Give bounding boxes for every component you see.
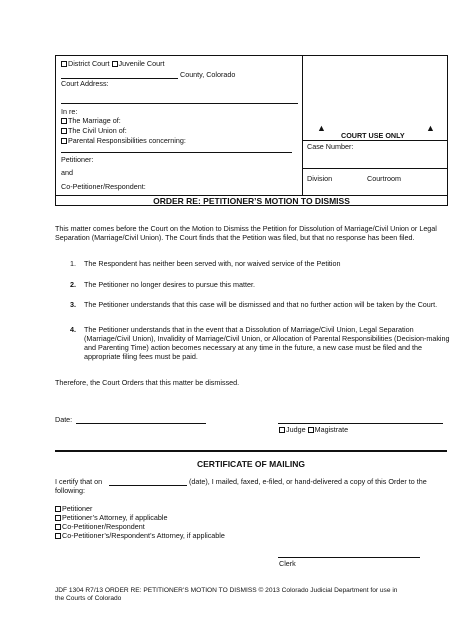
civil-union-row bbox=[61, 126, 127, 135]
finding-2-number: 2. bbox=[70, 280, 76, 289]
marriage-row bbox=[61, 116, 121, 125]
court-use-line bbox=[302, 140, 448, 141]
certify-date-line[interactable] bbox=[109, 485, 187, 486]
certify-suffix: (date), I mailed, faxed, e-filed, or hand-delivered a copy of this Order to the bbox=[189, 477, 427, 486]
recipient-co-petitioner-checkbox[interactable] bbox=[55, 524, 61, 530]
recipient-petitioner-row bbox=[55, 504, 92, 513]
finding-1-number: 1. bbox=[70, 259, 76, 268]
court-type-row bbox=[61, 59, 165, 68]
finding-4-number: 4. bbox=[70, 325, 76, 334]
footer-line-1: JDF 1304 R7/13 ORDER RE: PETITIONER’S MOTION TO DISMISS © 2013 Colorado Judicial Department for use in bbox=[55, 587, 398, 594]
recipient-petitioner-checkbox[interactable] bbox=[55, 506, 61, 512]
and-label: and bbox=[61, 168, 73, 177]
up-arrow-left-icon: ▲ bbox=[317, 123, 326, 133]
footer-line-2: the Courts of Colorado bbox=[55, 595, 122, 602]
marriage-label: The Marriage of: bbox=[68, 116, 121, 125]
recipient-co-petitioner-row bbox=[55, 522, 145, 531]
certify-continued: following: bbox=[55, 486, 85, 495]
parental-checkbox[interactable] bbox=[61, 138, 67, 144]
court-use-only-label: COURT USE ONLY bbox=[341, 131, 405, 140]
finding-3-text: The Petitioner understands that this case will be dismissed and that no further action will be taken by the Court. bbox=[84, 300, 438, 309]
date-line[interactable] bbox=[76, 423, 206, 424]
finding-4-text: The Petitioner understands that in the event that a Dissolution of Marriage/Civil Union, Legal Separation (Marriage/Civil Union), Invalidity of Marriage/Civil Union, or Allocation of Parental Responsibilities (Decision-making and Parenting Time) action becomes necessary at any time in the future, a new case must be filed and the appropriate filing fees must be paid. bbox=[84, 325, 450, 361]
recipient-co-petitioner-attorney-label: Co-Petitioner’s/Respondent’s Attorney, if applicable bbox=[62, 531, 225, 540]
civil-union-checkbox[interactable] bbox=[61, 128, 67, 134]
marriage-checkbox[interactable] bbox=[61, 118, 67, 124]
case-number-line bbox=[302, 168, 448, 169]
recipient-petitioner-attorney-label: Petitioner’s Attorney, if applicable bbox=[62, 513, 168, 522]
recipient-co-petitioner-attorney-checkbox[interactable] bbox=[55, 533, 61, 539]
district-court-label: District Court bbox=[68, 59, 110, 68]
judge-checkbox[interactable] bbox=[279, 427, 285, 433]
magistrate-label: Magistrate bbox=[314, 425, 349, 434]
up-arrow-right-icon: ▲ bbox=[426, 123, 435, 133]
certificate-title: CERTIFICATE OF MAILING bbox=[197, 459, 305, 469]
parental-label: Parental Responsibilities concerning: bbox=[68, 136, 186, 145]
magistrate-checkbox[interactable] bbox=[308, 427, 314, 433]
county-suffix: County, Colorado bbox=[180, 70, 236, 79]
section-rule bbox=[55, 450, 447, 452]
in-re-line bbox=[61, 152, 292, 153]
case-number-label: Case Number: bbox=[307, 142, 354, 151]
district-court-checkbox[interactable] bbox=[61, 61, 67, 67]
courtroom-label: Courtroom bbox=[367, 174, 401, 183]
recipient-petitioner-attorney-row bbox=[55, 513, 167, 522]
juvenile-court-checkbox[interactable] bbox=[112, 61, 118, 67]
in-re-label: In re: bbox=[61, 107, 78, 116]
division-label: Division bbox=[307, 174, 333, 183]
recipient-petitioner-attorney-checkbox[interactable] bbox=[55, 515, 61, 521]
parental-row bbox=[61, 136, 186, 145]
recipient-co-petitioner-attorney-row bbox=[55, 531, 225, 540]
order-title: ORDER RE: PETITIONER’S MOTION TO DISMISS bbox=[153, 196, 350, 206]
date-label: Date: bbox=[55, 415, 73, 424]
finding-3-number: 3. bbox=[70, 300, 76, 309]
juvenile-court-label: Juvenile Court bbox=[118, 59, 165, 68]
clerk-signature-line[interactable] bbox=[278, 557, 420, 558]
therefore-text: Therefore, the Court Orders that this matter be dismissed. bbox=[55, 378, 240, 387]
finding-2-text: The Petitioner no longer desires to pursue this matter. bbox=[84, 280, 255, 289]
finding-1-text: The Respondent has neither been served with, nor waived service of the Petition bbox=[84, 259, 341, 268]
recipient-co-petitioner-label: Co-Petitioner/Respondent bbox=[62, 522, 145, 531]
judge-label: Judge bbox=[286, 425, 306, 434]
petitioner-label: Petitioner: bbox=[61, 155, 94, 164]
clerk-label: Clerk bbox=[279, 559, 296, 568]
recipient-petitioner-label: Petitioner bbox=[62, 504, 93, 513]
certify-prefix: I certify that on bbox=[55, 477, 103, 486]
court-address-label: Court Address: bbox=[61, 79, 109, 88]
address-line bbox=[61, 103, 298, 104]
co-petitioner-label: Co-Petitioner/Respondent: bbox=[61, 182, 146, 191]
signer-row bbox=[279, 425, 348, 434]
caption-divider-vertical bbox=[302, 55, 303, 196]
intro-paragraph: This matter comes before the Court on the Motion to Dismiss the Petition for Dissolution of Marriage/Civil Union or Legal Separation (Marriage/Civil Union). The Court finds that the Petition was filed, but that no response has been filed. bbox=[55, 224, 437, 242]
civil-union-label: The Civil Union of: bbox=[68, 126, 127, 135]
signature-line[interactable] bbox=[278, 423, 443, 424]
